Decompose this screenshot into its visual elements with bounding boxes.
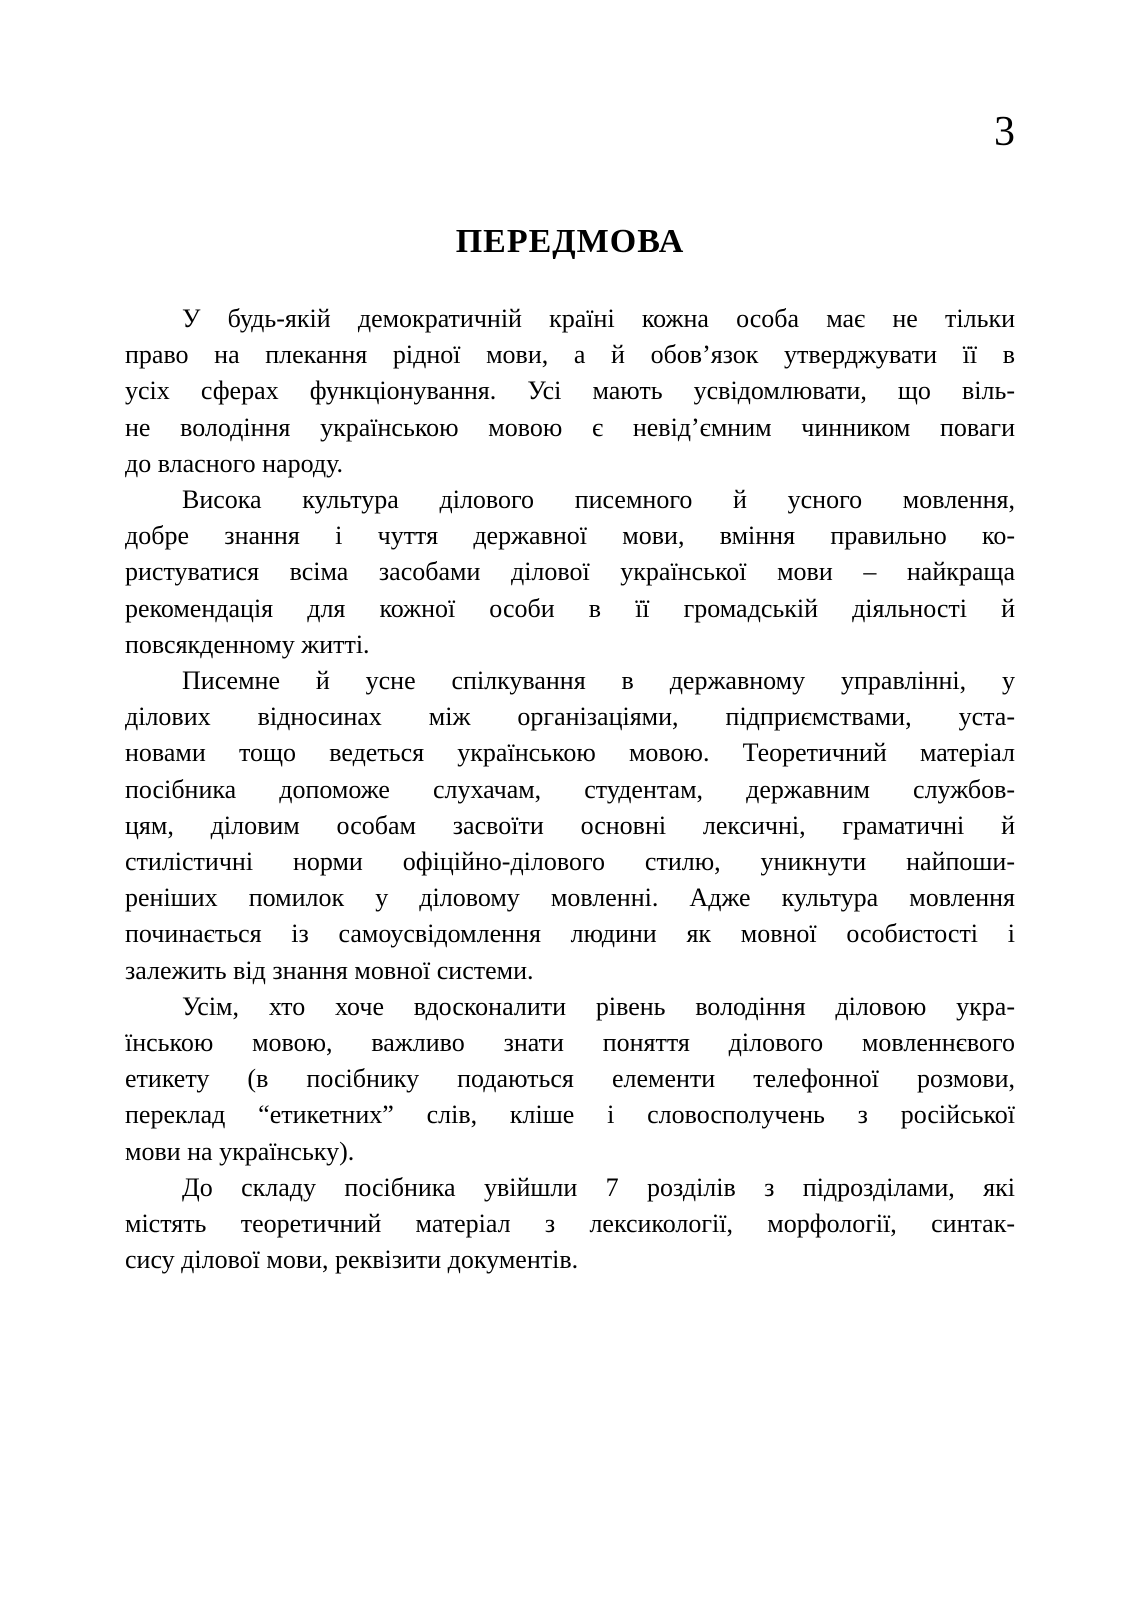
text-line: право на плекання рідної мови, а й обов’язок утверджувати її в <box>125 340 1015 370</box>
text-line: ділових відносинах між організаціями, підприємствами, уста- <box>125 702 1015 732</box>
text-line: ристуватися всіма засобами ділової української мови – найкраща <box>125 557 1015 587</box>
text-line: новами тощо ведеться українською мовою. Теоретичний матеріал <box>125 738 1015 768</box>
text-line: не володіння українською мовою є невід’ємним чинником поваги <box>125 412 1015 442</box>
body-text <box>125 301 1015 1278</box>
text-line: залежить від знання мовної системи. <box>125 955 534 985</box>
text-line: їнською мовою, важливо знати поняття ділового мовленнєвого <box>125 1028 1015 1058</box>
text-line: сису ділової мови, реквізити документів. <box>125 1245 579 1275</box>
text-line: до власного народу. <box>125 448 343 478</box>
paragraph <box>125 1170 1015 1279</box>
text-line: рекомендація для кожної особи в її громадській діяльності й <box>125 593 1015 623</box>
text-line: Висока культура ділового писемного й усного мовлення, <box>182 485 1015 515</box>
text-line: У будь-якій демократичній країні кожна особа має не тільки <box>182 304 1015 333</box>
paragraph <box>125 663 1015 989</box>
text-line: мови на українську). <box>125 1136 355 1166</box>
text-line: цям, діловим особам засвоїти основні лексичні, граматичні й <box>125 810 1015 840</box>
paragraph <box>125 301 1015 482</box>
page-title: ПЕРЕДМОВА <box>455 223 685 260</box>
text-line: Усім, хто хоче вдосконалити рівень володіння діловою укра- <box>182 991 1015 1021</box>
text-line: стилістичні норми офіційно-ділового стилю, уникнути найпоши- <box>125 847 1015 877</box>
text-line: починається із самоусвідомлення людини як мовної особистості і <box>125 919 1015 949</box>
paragraph <box>125 482 1015 663</box>
text-line: Писемне й усне спілкування в державному управлінні, у <box>182 666 1015 696</box>
text-line: посібника допоможе слухачам, студентам, державним службов- <box>125 774 1015 804</box>
text-line: реніших помилок у діловому мовленні. Адже культура мовлення <box>125 883 1015 913</box>
text-line: етикету (в посібнику подаються елементи телефонної розмови, <box>125 1064 1015 1094</box>
text-line: До складу посібника увійшли 7 розділів з підрозділами, які <box>182 1172 1015 1202</box>
text-line: переклад “етикетних” слів, кліше і словосполучень з російської <box>125 1100 1015 1130</box>
text-line: містять теоретичний матеріал з лексикології, морфології, синтак- <box>125 1209 1015 1239</box>
text-line: повсякденному житті. <box>125 629 370 659</box>
paragraph <box>125 989 1015 1170</box>
page-number: 3 <box>994 109 1015 155</box>
text-line: усіх сферах функціонування. Усі мають усвідомлювати, що віль- <box>125 376 1015 406</box>
text-line: добре знання і чуття державної мови, вміння правильно ко- <box>125 521 1015 551</box>
